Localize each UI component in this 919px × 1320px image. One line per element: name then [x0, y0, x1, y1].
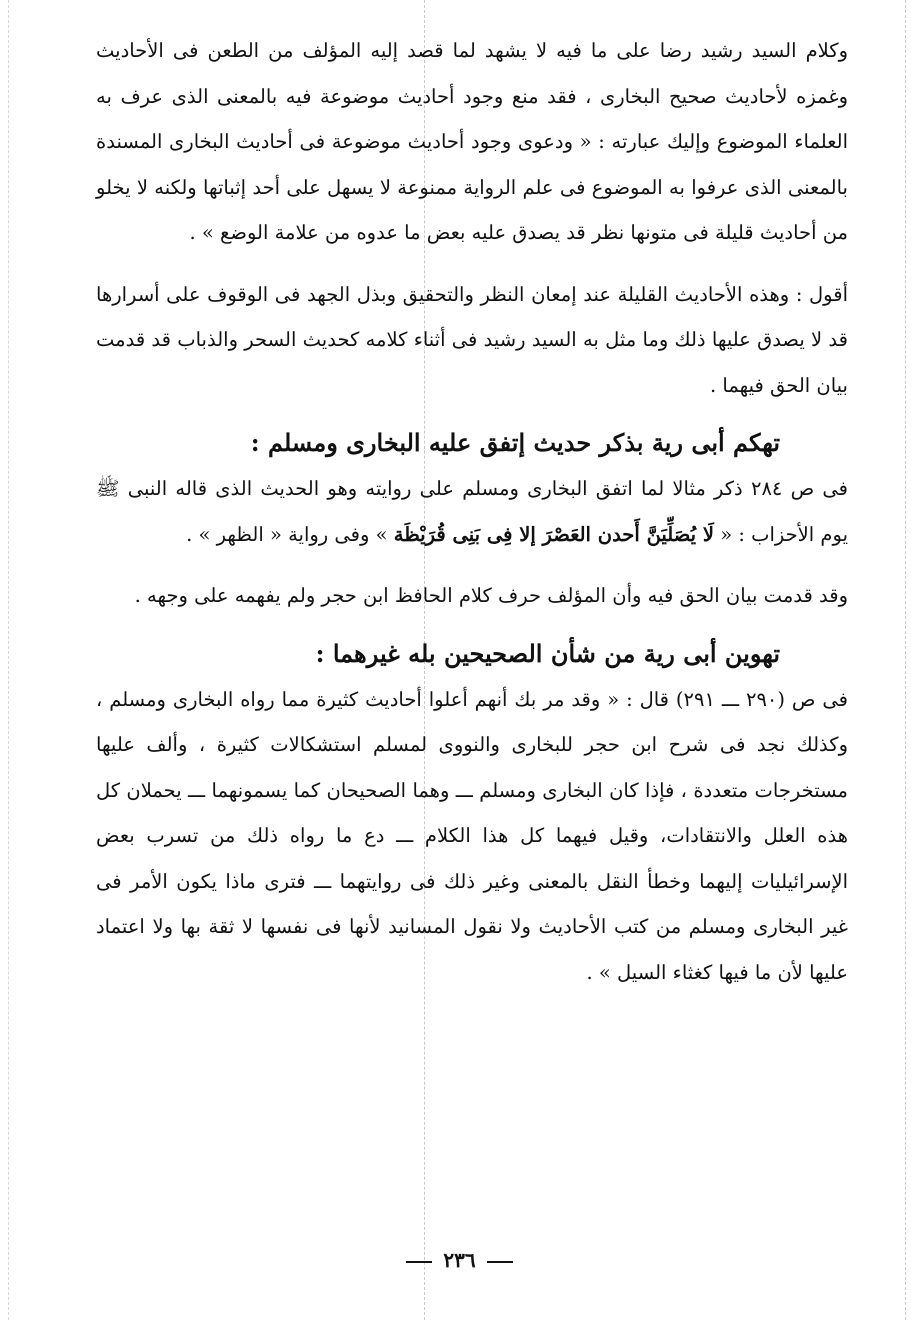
section-heading-agreed-hadith: تهكم أبى رية بذكر حديث إتفق عليه البخارى ومسلم : [250, 428, 780, 457]
hadith-text: لَا يُصَلِّيَنَّ أَحدن العَصْرَ إلا فِى بَنِى قُرَيْظَة [393, 522, 714, 546]
paragraph-ibn-hajar: وقد قدمت بيان الحق فيه وأن المؤلف حرف كلام الحافظ ابن حجر ولم يفهمه على وجهه . [134, 584, 848, 607]
book-page [96, 28, 848, 1298]
paragraph-page-284 [96, 466, 848, 557]
scan-guide-left [8, 0, 9, 1320]
hadith-intro: فى ص ٢٨٤ ذكر مثالا لما اتفق البخارى ومسلم على روايته وهو الحديث الذى قاله النبى ﷺ يوم الأحزاب : « [96, 477, 849, 546]
paragraph-author-reply: أقول : وهذه الأحاديث القليلة عند إمعان النظر والتحقيق وبذل الجهد فى الوقوف على أسرارها قد لا يصدق عليها ذلك وما مثل به السيد رشيد فى أثناء كلامه كحديث السحر والذباب قد قدمت بيان الحق فيهما . [96, 282, 848, 397]
paragraph-rashid-rida-quote: وكلام السيد رشيد رضا على ما فيه لا يشهد لما قصد إليه المؤلف من الطعن فى الأحاديث وغمزه لأحاديث صحيح البخارى ، فقد منع وجود أحاديث موضوعة فيه بالمعنى الذى عرف به العلماء الموضوع وإليك عبارته : « ودعوى وجود أحاديث موضوعة فى أحاديث البخارى المسندة بالمعنى الذى عرفوا به الموضوع فى علم الرواية ممنوعة لا يسهل على أحد إثباتها ولكنه لا يخلو من أحاديث قليلة فى متونها نظر قد يصدق عليه بعض ما عدوه من علامة الوضع » . [96, 39, 848, 244]
folio-dash-right [487, 1261, 513, 1263]
section-heading-two-sahihs: تهوين أبى رية من شأن الصحيحين بله غيرهما : [315, 638, 780, 668]
hadith-outro: » وفى رواية « الظهر » . [186, 522, 394, 546]
page-number-footer [0, 1248, 919, 1272]
folio-dash-left [406, 1261, 432, 1263]
scan-guide-right [905, 0, 906, 1320]
page-number: ٢٣٦ [443, 1248, 476, 1272]
paragraph-page-290-291: فى ص (٢٩٠ ـــ ٢٩١) قال : « وقد مر بك أنهم أعلوا أحاديث كثيرة مما رواه البخارى ومسلم ، وكذلك نجد فى شرح ابن حجر للبخارى والنووى لمسلم استشكالات كثيرة ، وألف عليها مستخرجات متعددة ، فإذا كان البخارى ومسلم ـــ وهما الصحيحان كما يسمونهما ـــ يحملان كل هذه العلل والانتقادات، وقيل فيهما كل هذا الكلام ـــ دع ما رواه ذلك من تسرب بعض الإسرائيليات إليهما وخطأ النقل بالمعنى وغير ذلك فى روايتهما ـــ فترى ماذا يكون الأمر فى غير البخارى ومسلم من كتب الأحاديث ولا نقول المسانيد لأنها فى نفسها لا ثقة بها ولا اعتماد عليها لأن ما فيها كغثاء السيل » . [96, 687, 848, 984]
